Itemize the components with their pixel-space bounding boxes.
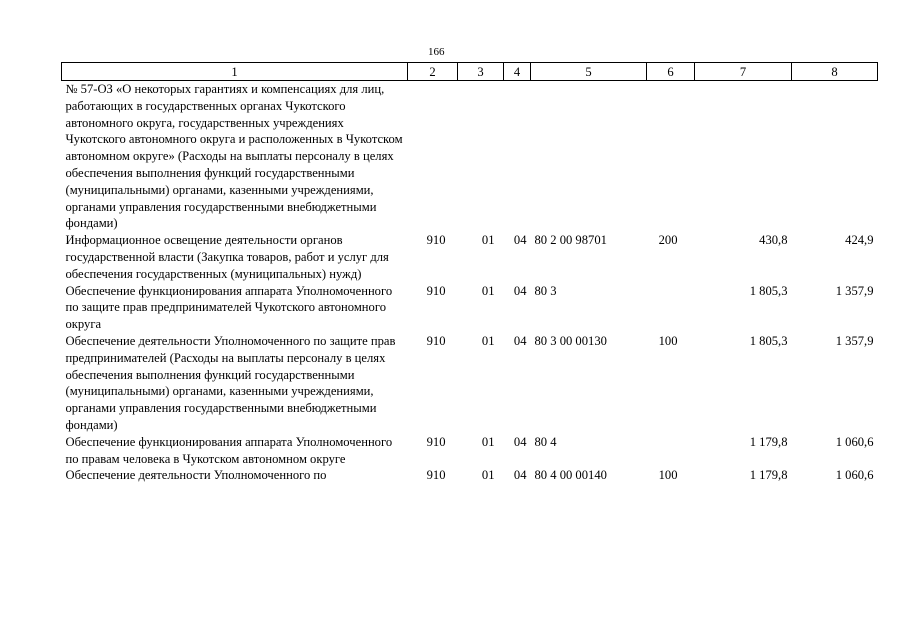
header-cell-3: 3 xyxy=(458,63,504,81)
row-csr xyxy=(531,81,647,233)
header-cell-1: 1 xyxy=(62,63,408,81)
row-rz: 01 xyxy=(481,333,495,348)
row-value-2020: 1 179,8 xyxy=(749,434,788,449)
table-row xyxy=(62,333,878,434)
row-name: Информационное освещение деятельности органов государственной власти (Закупка товаров, работ и услуг для обеспечения государственных (муниципальных) нужд) xyxy=(65,233,389,281)
row-value-2021: 1 357,9 xyxy=(835,333,874,348)
header-cell-8: 8 xyxy=(792,63,878,81)
row-name: Обеспечение деятельности Уполномоченного по xyxy=(65,468,327,483)
row-vr xyxy=(647,283,695,333)
row-csr: 80 4 00 00140 xyxy=(534,468,607,483)
row-value-2020: 430,8 xyxy=(759,233,788,248)
header-row xyxy=(62,63,878,81)
row-value-2021: 1 357,9 xyxy=(835,283,874,298)
header-cell-6: 6 xyxy=(647,63,695,81)
row-csr: 80 2 00 98701 xyxy=(534,233,607,248)
row-csr: 80 4 xyxy=(534,434,557,449)
row-pr: 04 xyxy=(513,283,527,298)
row-csr: 80 3 00 00130 xyxy=(534,333,607,348)
row-value-2020: 1 805,3 xyxy=(749,333,788,348)
row-value-2020: 1 805,3 xyxy=(749,283,788,298)
header-cell-5: 5 xyxy=(531,63,647,81)
budget-table xyxy=(61,62,878,484)
row-vr: 200 xyxy=(658,233,678,248)
page-number: 166 xyxy=(428,46,445,58)
row-grbs: 910 xyxy=(426,283,446,298)
row-pr xyxy=(504,81,531,233)
table-row xyxy=(62,467,878,484)
row-csr: 80 3 xyxy=(534,283,557,298)
row-rz: 01 xyxy=(481,468,495,483)
row-value-2021: 424,9 xyxy=(845,233,874,248)
header-cell-4: 4 xyxy=(504,63,531,81)
row-grbs: 910 xyxy=(426,434,446,449)
row-vr xyxy=(647,81,695,233)
row-vr: 100 xyxy=(658,333,678,348)
row-value-2021: 1 060,6 xyxy=(835,468,874,483)
row-vr: 100 xyxy=(658,468,678,483)
table-row xyxy=(62,81,878,233)
row-name: Обеспечение функционирования аппарата Уполномоченного по защите прав предпринимателей Чукотского автономного округа xyxy=(65,283,393,332)
row-pr: 04 xyxy=(513,468,527,483)
row-vr xyxy=(647,434,695,468)
row-name: Обеспечение деятельности Уполномоченного по защите прав предпринимателей (Расходы на выплаты персоналу в целях обеспечения выполнения функций государственными (муниципальными) органами, казенными учреждениями, органами управления государственными внебюджетными фондами) xyxy=(65,333,396,432)
row-name: Обеспечение функционирования аппарата Уполномоченного по правам человека в Чукотском автономном округе xyxy=(65,434,393,466)
row-grbs xyxy=(408,81,458,233)
row-value-2020 xyxy=(695,81,792,233)
row-value-2020: 1 179,8 xyxy=(749,468,788,483)
row-value-2021: 1 060,6 xyxy=(835,434,874,449)
table-row xyxy=(62,232,878,282)
row-name: № 57-ОЗ «О некоторых гарантиях и компенсациях для лиц, работающих в государственных органах Чукотского автономного округа, государственных учреждениях Чукотского автономного округа и расположенных в Чукотском автономном округе» (Расходы на выплаты персоналу в целях обеспечения выполнения функций государственными (муниципальными) органами, казенными учреждениями, органами управления государственными внебюджетными фондами) xyxy=(65,82,403,231)
row-grbs: 910 xyxy=(426,233,446,248)
row-pr: 04 xyxy=(513,434,527,449)
row-rz: 01 xyxy=(481,233,495,248)
row-grbs: 910 xyxy=(426,333,446,348)
row-rz: 01 xyxy=(481,434,495,449)
table-row xyxy=(62,434,878,468)
row-grbs: 910 xyxy=(426,468,446,483)
row-pr: 04 xyxy=(513,333,527,348)
row-pr: 04 xyxy=(513,233,527,248)
header-cell-2: 2 xyxy=(408,63,458,81)
table-row xyxy=(62,283,878,333)
row-rz: 01 xyxy=(481,283,495,298)
row-rz xyxy=(458,81,504,233)
header-cell-7: 7 xyxy=(695,63,792,81)
row-value-2021 xyxy=(792,81,878,233)
